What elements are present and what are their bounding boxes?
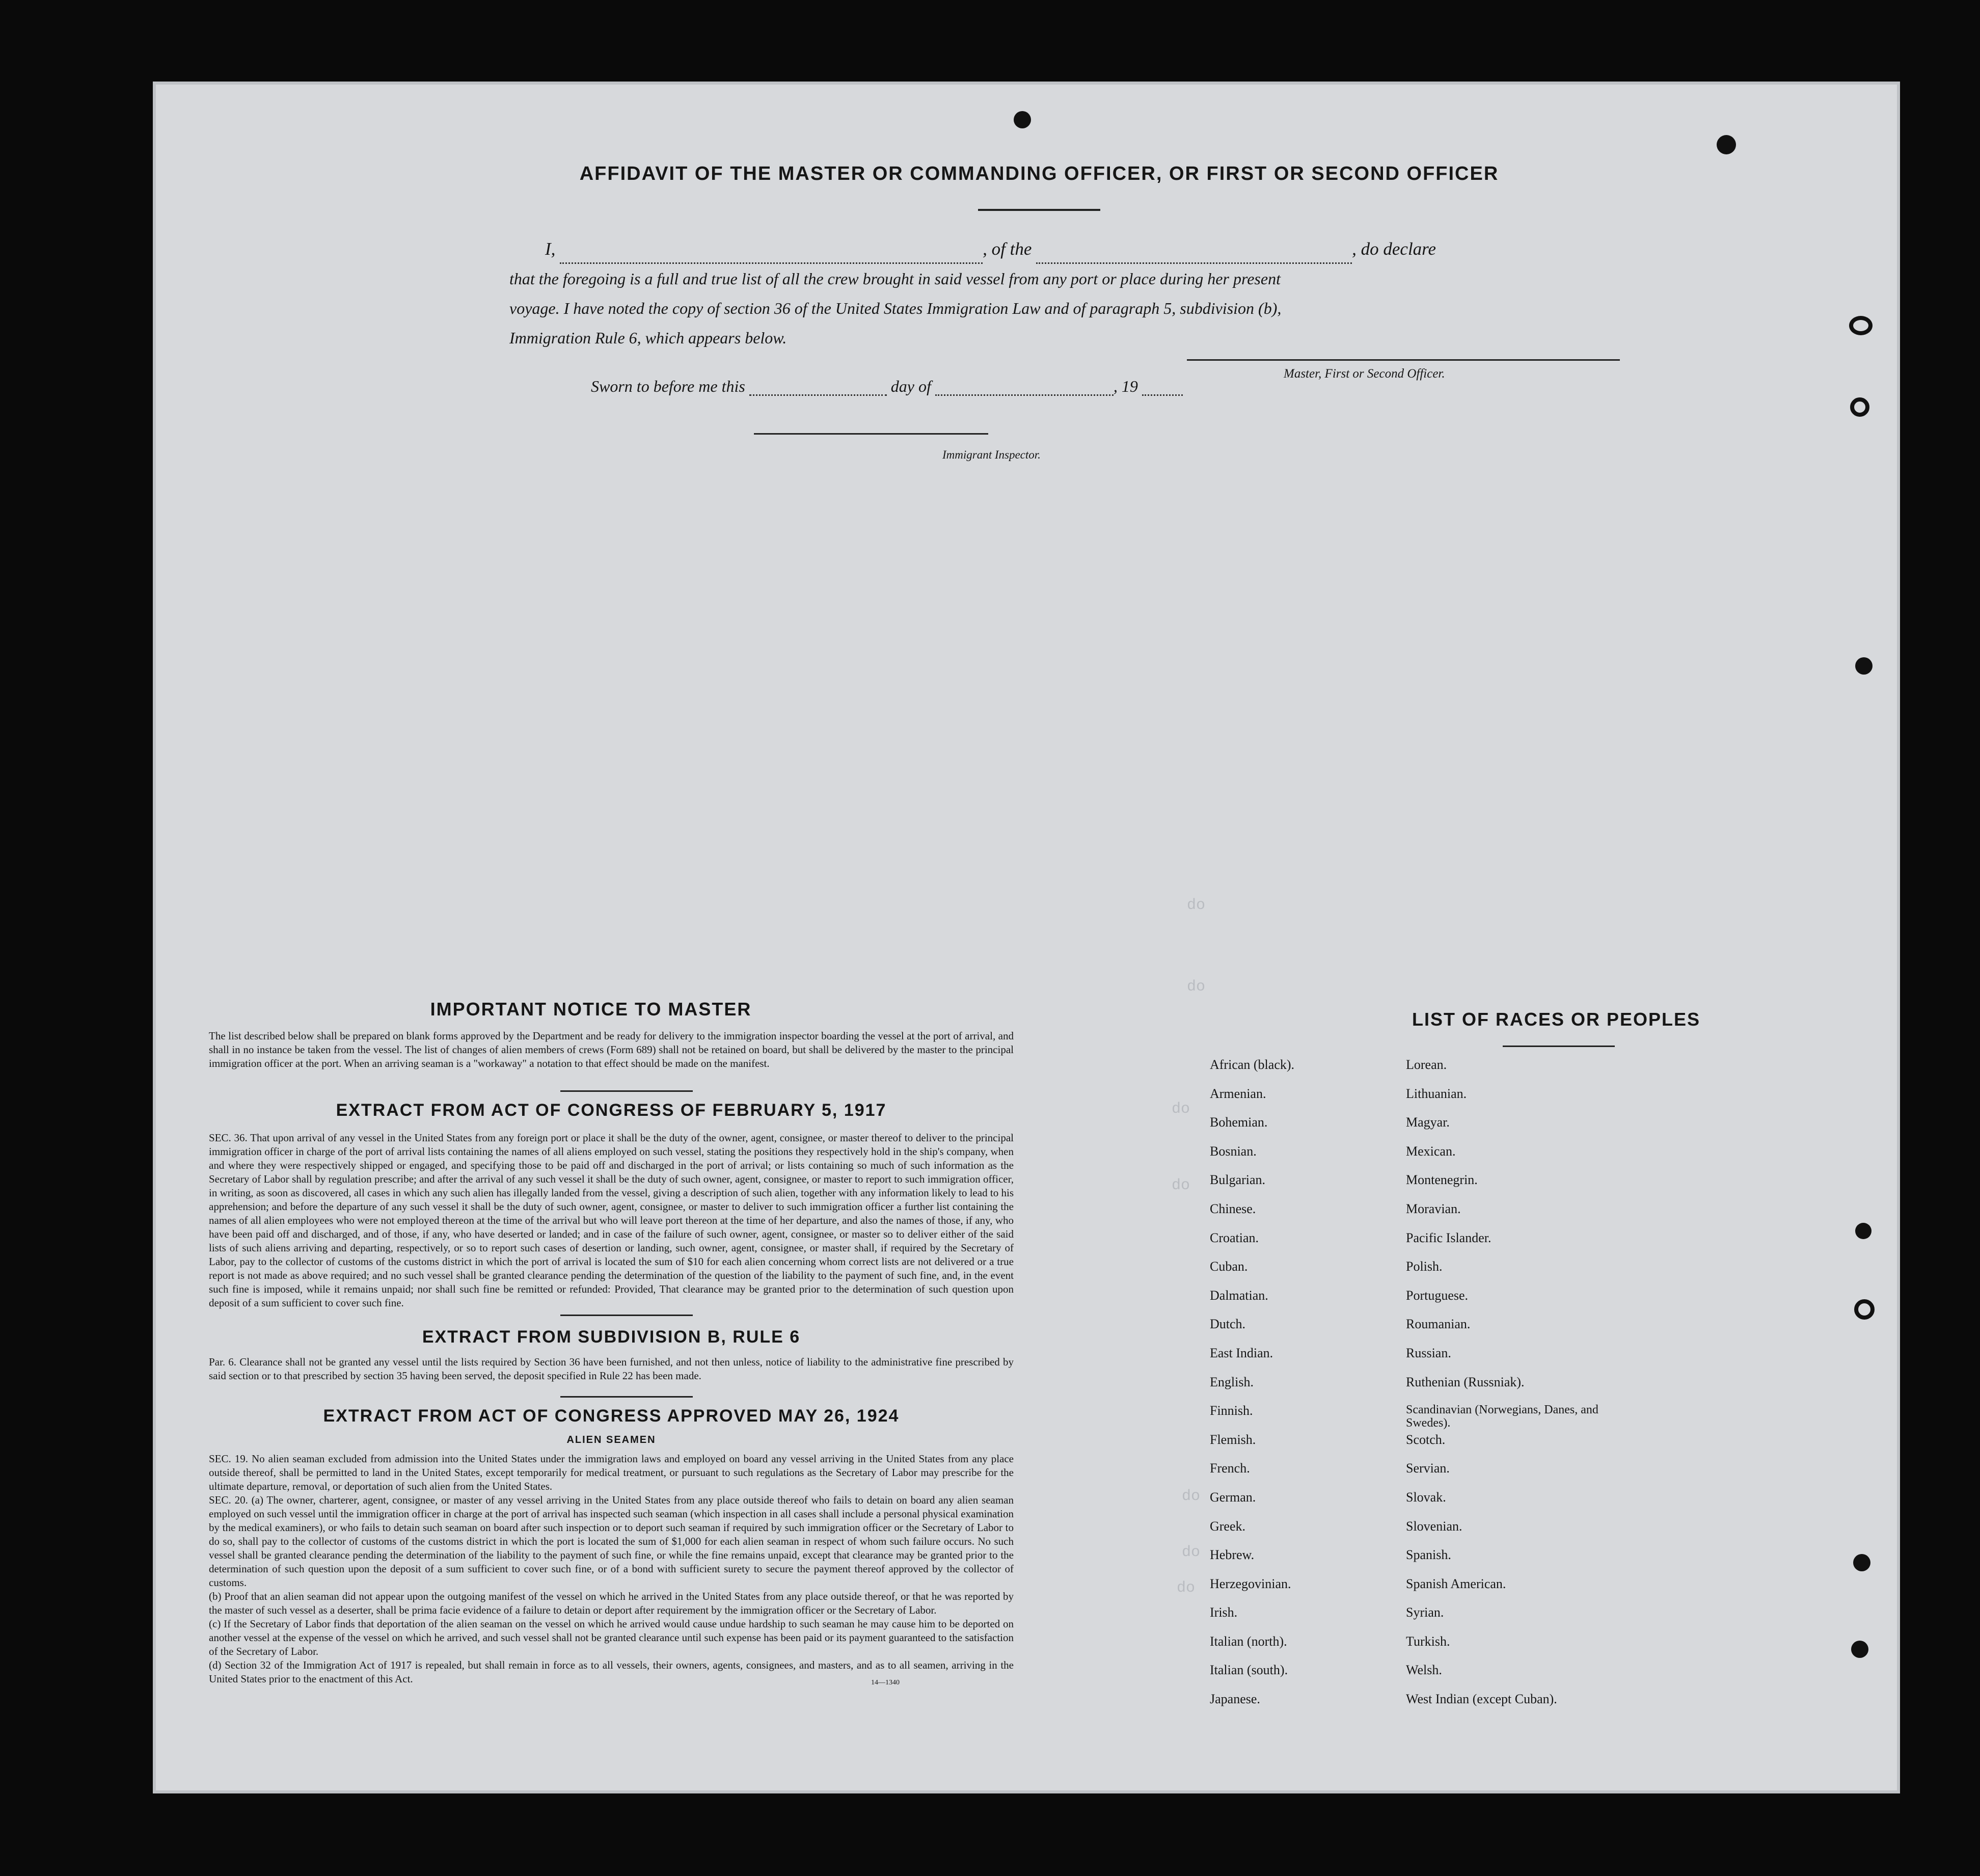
race-item: Herzegovinian.	[1210, 1576, 1291, 1591]
race-item: Pacific Islander.	[1406, 1230, 1491, 1245]
sworn-month-blank	[935, 394, 1114, 396]
sworn-day-blank	[749, 394, 887, 396]
race-item: Bosnian.	[1210, 1143, 1257, 1159]
race-item: Bohemian.	[1210, 1115, 1268, 1130]
document-page	[153, 82, 1900, 1793]
race-item: Chinese.	[1210, 1201, 1256, 1216]
notice-title: IMPORTANT NOTICE TO MASTER	[430, 999, 752, 1020]
bleed-through-mark: do	[1177, 1579, 1196, 1597]
bleed-through-mark: do	[1172, 1177, 1190, 1194]
extract-1924-paragraph: (d) Section 32 of the Immigration Act of 1917 is repealed, but shall remain in force as to all vessels, their owners, agents, consignees, and masters, and as to all seamen, arriving in the United States prior to the enactment of this Act.	[209, 1659, 1014, 1685]
bleed-through-mark: do	[1187, 897, 1206, 914]
extract-1917-title: EXTRACT FROM ACT OF CONGRESS OF FEBRUARY 5, 1917	[336, 1101, 887, 1120]
race-item: Scandinavian (Norwegians, Danes, and Swedes).	[1406, 1403, 1598, 1430]
declare-label: , do declare	[1352, 239, 1436, 259]
affidavit-body	[509, 234, 1656, 353]
race-item: East Indian.	[1210, 1345, 1273, 1360]
sworn-line	[591, 377, 1183, 396]
race-item: Slovak.	[1406, 1489, 1446, 1505]
race-item: Spanish American.	[1406, 1576, 1506, 1591]
extract-1924-subtitle: ALIEN SEAMEN	[566, 1434, 656, 1445]
race-item: Italian (north).	[1210, 1633, 1287, 1649]
rule6-title: EXTRACT FROM SUBDIVISION B, RULE 6	[422, 1327, 801, 1347]
race-item: Scotch.	[1406, 1432, 1446, 1447]
race-item: Hebrew.	[1210, 1547, 1255, 1563]
inspector-label: Immigrant Inspector.	[942, 448, 1041, 461]
of-the-label: , of the	[983, 239, 1032, 259]
race-item: West Indian (except Cuban).	[1406, 1692, 1557, 1707]
officer-signature-line	[1187, 359, 1620, 361]
race-item: Dalmatian.	[1210, 1288, 1268, 1303]
race-item: Lithuanian.	[1406, 1086, 1467, 1101]
race-item: Spanish.	[1406, 1547, 1451, 1563]
race-item: Dutch.	[1210, 1317, 1246, 1332]
race-item: English.	[1210, 1374, 1254, 1389]
affidavit-i-label: I,	[545, 239, 556, 259]
sworn-day-label: day of	[890, 377, 931, 395]
extract-1924-paragraph: SEC. 19. No alien seaman excluded from admission into the United States under the immigration laws and employed on board any vessel arriving in the United States from any place outside thereof, shall be permitted to land in the United States, except temporarily for medical treatment, or pursuant to such regulations as the Secretary of Labor may prescribe for the ultimate departure, removal, or deportation of such alien from the United States.	[209, 1453, 1014, 1492]
affidavit-body-line: that the foregoing is a full and true list of all the crew brought in said vessel from any port or place during her present	[509, 270, 1281, 288]
extract-1917-text: SEC. 36. That upon arrival of any vessel in the United States from any foreign port or place it shall be the duty of the owner, agent, consignee, or master thereof to deliver to the principal immigration officer in charge of the port of arrival lists containing the names of all aliens employed on such vessel, stating the positions they respectively hold in the ship's company, when and where they were respectively shipped or engaged, and specifying those to be paid off and discharged in the port of arrival; or lists containing so much of such information as the Secretary of Labor shall by regulation prescribe; and after the arrival of any such vessel it shall be the duty of such owner, agent, consignee, or master to report to such immigration officer, in writing, as soon as discovered, all cases in which any such alien has illegally landed from the vessel, giving a description of such alien, together with any information likely to lead to his apprehension; and before the departure of any such vessel it shall be the duty of such owner, agent, consignee, or master to deliver to such immigration officer a further list containing the names of all alien employees who were not employed thereon at the time of the arrival but who will leave port thereon at the time of her departure, and also the names of those, if any, who have been paid off and discharged, and of those, if any, who have deserted or landed; and in case of the failure of such owner, agent, consignee, or master so to deliver either of the said lists of such aliens arriving and departing, respectively, or so to report such cases of desertion or landing, such owner, agent, consignee, or master shall, if required by the Secretary of Labor, pay to the collector of customs of the customs district in which the port of arrival is located the sum of $10 for each alien concerning whom correct lists are not delivered or a true report is not made as above required; and no such vessel shall be granted clearance pending the determination of the question of the liability to the payment of such fine, and, in the event such fine is imposed, while it remains unpaid; nor shall such fine be remitted or refunded: Provided, That clearance may be granted prior to the determination of such question upon deposit of a sum sufficient to cover such fine.	[209, 1132, 1014, 1309]
race-item: Armenian.	[1210, 1086, 1266, 1101]
extract-1924-paragraph: (b) Proof that an alien seaman did not appear upon the outgoing manifest of the vessel on which he arrived in the United States from any place outside thereof, or that he was reported by the master of such vessel as a deserter, shall be prima facie evidence of a failure to detain or deport after requirement by the immigration officer or the Secretary of Labor.	[209, 1590, 1014, 1616]
race-item: Portuguese.	[1406, 1288, 1469, 1303]
race-item: Mexican.	[1406, 1143, 1456, 1159]
bleed-through-mark: do	[1182, 1544, 1201, 1561]
races-title-underline	[1503, 1046, 1615, 1047]
bleed-through-mark: do	[1172, 1101, 1190, 1118]
race-item: African (black).	[1210, 1057, 1295, 1072]
race-item: Servian.	[1406, 1461, 1450, 1476]
sworn-year-blank	[1142, 394, 1183, 396]
affidavit-title: AFFIDAVIT OF THE MASTER OR COMMANDING OFFICER, OR FIRST OR SECOND OFFICER	[579, 163, 1499, 184]
extract-1924-text	[209, 1452, 1014, 1686]
race-item: Croatian.	[1210, 1230, 1259, 1245]
punch-hole	[1855, 1223, 1871, 1239]
race-item: Syrian.	[1406, 1605, 1444, 1620]
punch-hole	[1851, 1641, 1868, 1658]
punch-hole	[1014, 111, 1031, 128]
punch-hole	[1855, 657, 1873, 675]
races-right-column	[1406, 1057, 1620, 1721]
race-item: Ruthenian (Russniak).	[1406, 1374, 1525, 1389]
title-underline	[978, 209, 1100, 211]
race-item: Greek.	[1210, 1518, 1246, 1534]
races-title: LIST OF RACES OR PEOPLES	[1412, 1009, 1701, 1030]
punch-hole	[1853, 1554, 1870, 1571]
punch-hole	[1717, 135, 1736, 154]
race-item: Montenegrin.	[1406, 1172, 1478, 1188]
race-item: Turkish.	[1406, 1633, 1450, 1649]
race-item: Polish.	[1406, 1259, 1443, 1274]
inspector-signature-line	[754, 433, 988, 435]
race-item: French.	[1210, 1461, 1250, 1476]
form-number: 14—1340	[871, 1679, 900, 1686]
binder-ring	[1850, 397, 1869, 417]
race-item: Bulgarian.	[1210, 1172, 1266, 1188]
race-item: Irish.	[1210, 1605, 1238, 1620]
extract-1924-paragraph: SEC. 20. (a) The owner, charterer, agent, consignee, or master of any vessel arriving in the United States from any place outside thereof who fails to detain on board any alien seaman employed on such vessel until the immigration officer in charge at the port of arrival has inspected such seaman (which inspection in all cases shall include a personal physical examination by the medical examiners), or who fails to detain such seaman on board after such inspection or to deport such seaman if required by such immigration officer or the Secretary of Labor to do so, shall pay to the collector of customs of the customs district in which the port is located the sum of $1,000 for each alien seaman in respect of whom such failure occurs. No such vessel shall be granted clearance pending the determination of the liability to the payment of such fine, or while the fine remains unpaid, except that clearance may be granted prior to the determination of such question upon the deposit of a sum sufficient to cover such fine, or of a bond with sufficient surety to secure the payment thereof approved by the collector of customs.	[209, 1494, 1014, 1589]
sworn-year-label: , 19	[1113, 377, 1138, 395]
race-item: Flemish.	[1210, 1432, 1256, 1447]
bleed-through-mark: do	[1182, 1488, 1201, 1505]
race-item: Italian (south).	[1210, 1663, 1288, 1678]
officer-label: Master, First or Second Officer.	[1284, 367, 1445, 381]
extract-1924-paragraph: (c) If the Secretary of Labor finds that deportation of the alien seaman on the vessel on which he arrived would cause undue hardship to such seaman he may cause him to be deported on another vessel at the expense of the vessel on which he arrived, and such vessel shall not be granted clearance until such expense has been paid or its payment guaranteed to the satisfaction of the Secretary of Labor.	[209, 1618, 1014, 1657]
rule6-text: Par. 6. Clearance shall not be granted any vessel until the lists required by Section 36 have been furnished, and not then unless, notice of liability to the administrative fine prescribed by said section or to that prescribed by section 35 having been served, the deposit specified in Rule 22 has been made.	[209, 1356, 1014, 1382]
race-item: Magyar.	[1406, 1115, 1450, 1130]
race-item: Cuban.	[1210, 1259, 1248, 1274]
affidavit-body-line: voyage. I have noted the copy of section 36 of the United States Immigration Law and of paragraph 5, subdivision (b),	[509, 299, 1282, 317]
bleed-through-mark: do	[1187, 978, 1206, 996]
section-divider	[560, 1090, 693, 1092]
binder-ring	[1854, 1299, 1875, 1320]
race-item: Finnish.	[1210, 1403, 1253, 1418]
section-divider	[560, 1396, 693, 1398]
race-item: Moravian.	[1406, 1201, 1461, 1216]
race-item: Lorean.	[1406, 1057, 1447, 1072]
races-left-column	[1210, 1057, 1294, 1721]
notice-text: The list described below shall be prepared on blank forms approved by the Department and be ready for delivery to the immigration inspector boarding the vessel at the port of arrival, and shall in no instance be taken from the vessel. The list of changes of alien members of crews (Form 689) shall not be retained on board, but shall be delivered by the master to the principal immigration officer at the port. When an arriving seaman is a "workaway" a notation to that effect should be made on the manifest.	[209, 1030, 1014, 1069]
race-item: German.	[1210, 1489, 1256, 1505]
race-item: Welsh.	[1406, 1663, 1442, 1678]
race-item: Japanese.	[1210, 1692, 1260, 1707]
affidavit-declaration-line	[509, 234, 1656, 264]
affidavit-body-line: Immigration Rule 6, which appears below.	[509, 329, 787, 347]
race-item: Russian.	[1406, 1345, 1451, 1360]
sworn-prefix: Sworn to before me this	[591, 377, 745, 395]
extract-1924-title: EXTRACT FROM ACT OF CONGRESS APPROVED MAY 26, 1924	[323, 1406, 900, 1426]
race-item: Slovenian.	[1406, 1518, 1462, 1534]
race-item: Roumanian.	[1406, 1317, 1471, 1332]
section-divider	[560, 1315, 693, 1316]
binder-ring	[1849, 316, 1873, 335]
